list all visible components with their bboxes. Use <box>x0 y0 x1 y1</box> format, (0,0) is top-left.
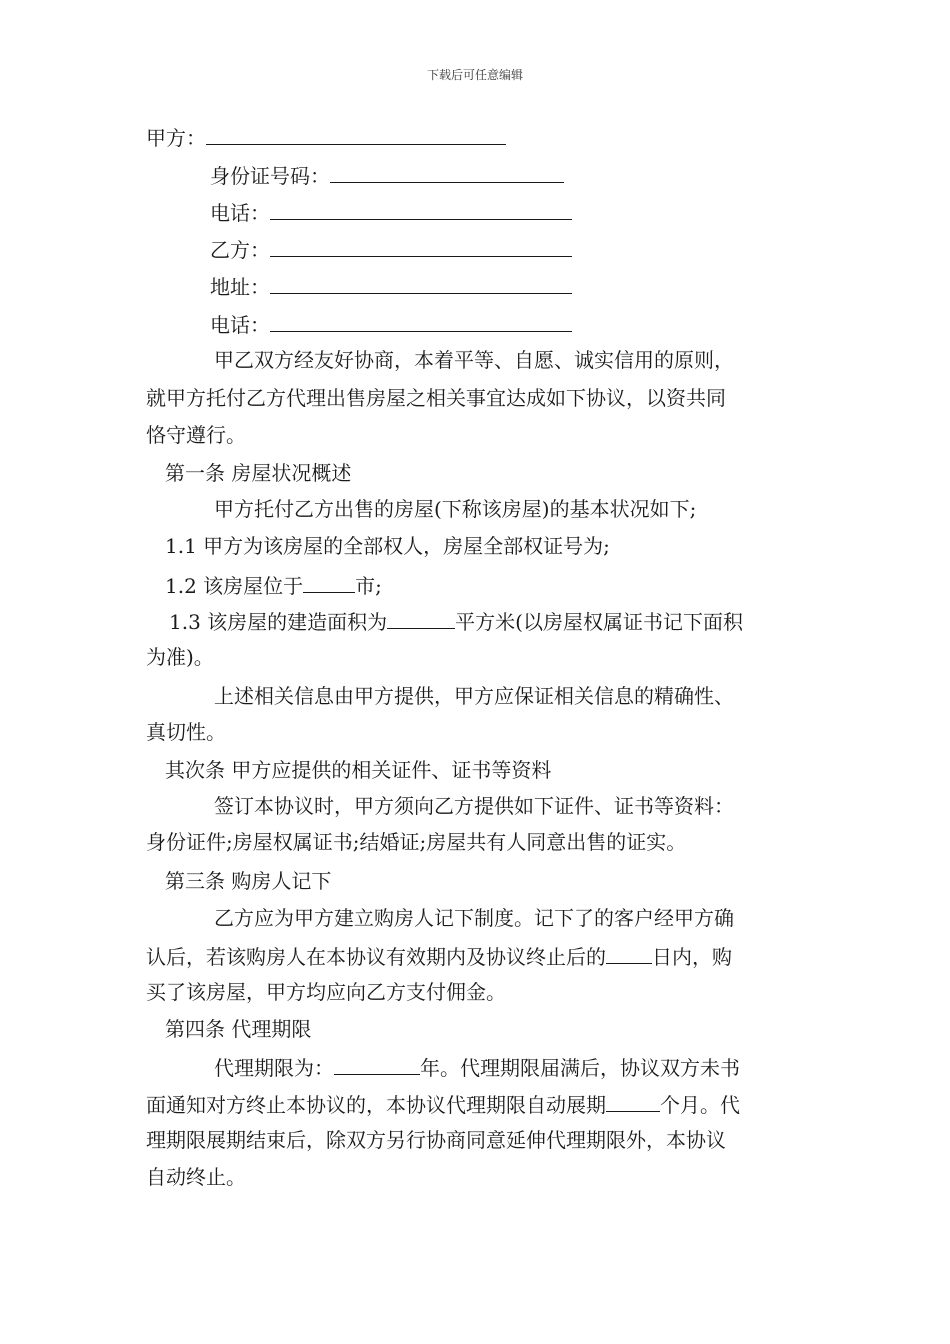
address-label: 地址： <box>210 275 270 299</box>
id-number-blank <box>330 162 564 183</box>
article-4-line-1 <box>214 1054 740 1080</box>
article-2-line-2: 身份证件;房屋权属证书;结婚证;房屋共有人同意出售的证实。 <box>146 830 687 854</box>
item-2-pre: 1.2 该房屋位于 <box>165 574 304 598</box>
phone-row <box>210 199 572 225</box>
item-3-pre: 1.3 该房屋的建造面积为 <box>169 610 388 634</box>
article-4-title: 第四条 代理期限 <box>165 1017 312 1041</box>
article-4-line-4: 自动终止。 <box>146 1165 246 1189</box>
article-1-note-line-2: 真切性。 <box>146 720 226 744</box>
party-a-row <box>146 124 506 150</box>
phone2-label: 电话： <box>210 313 270 337</box>
intro-line-3: 恪守遵行。 <box>146 423 246 447</box>
months-blank <box>606 1091 660 1112</box>
article-1-item-1: 1.1 甲方为该房屋的全部权人，房屋全部权证号为; <box>165 534 610 558</box>
party-b-blank <box>270 236 572 257</box>
phone-label: 电话： <box>210 201 270 225</box>
article-3-line-1: 乙方应为甲方建立购房人记下制度。记下了的客户经甲方确 <box>214 906 734 930</box>
article-4-line-1-post: 年。代理期限届满后，协议双方未书 <box>420 1056 740 1080</box>
article-4-line-3: 理期限展期结束后，除双方另行协商同意延伸代理期限外，本协议 <box>146 1128 726 1152</box>
article-2-title: 其次条 甲方应提供的相关证件、证书等资料 <box>165 758 552 782</box>
article-1-title: 第一条 房屋状况概述 <box>165 461 352 485</box>
party-a-label: 甲方： <box>146 126 206 150</box>
article-1-item-2 <box>165 572 382 598</box>
city-blank <box>303 572 355 593</box>
id-number-row <box>210 162 564 188</box>
article-1-item-3-line-2: 为准)。 <box>146 645 214 669</box>
article-4-line-2 <box>146 1091 740 1117</box>
address-blank <box>270 273 572 294</box>
days-blank <box>606 943 652 964</box>
area-blank <box>387 608 455 629</box>
article-4-line-2-post: 个月。代 <box>660 1093 740 1117</box>
party-b-row <box>210 236 572 262</box>
article-4-line-2-pre: 面通知对方终止本协议的，本协议代理期限自动展期 <box>146 1093 606 1117</box>
id-number-label: 身份证号码： <box>210 164 330 188</box>
address-row <box>210 273 572 299</box>
article-3-line-2-post: 日内，购 <box>652 945 732 969</box>
intro-line-1: 甲乙双方经友好协商，本着平等、自愿、诚实信用的原则， <box>214 348 734 372</box>
phone-blank <box>270 199 572 220</box>
phone2-row <box>210 311 572 337</box>
phone2-blank <box>270 311 572 332</box>
article-3-line-2-pre: 认后，若该购房人在本协议有效期内及协议终止后的 <box>146 945 606 969</box>
article-4-line-1-pre: 代理期限为： <box>214 1056 334 1080</box>
article-3-line-3: 买了该房屋，甲方均应向乙方支付佣金。 <box>146 980 506 1004</box>
article-3-title: 第三条 购房人记下 <box>165 869 332 893</box>
party-a-blank <box>206 124 506 145</box>
article-1-note-line-1: 上述相关信息由甲方提供，甲方应保证相关信息的精确性、 <box>214 684 734 708</box>
article-3-line-2 <box>146 943 732 969</box>
years-blank <box>334 1054 420 1075</box>
item-3-post: 平方米(以房屋权属证书记下面积 <box>455 610 743 634</box>
article-1-intro: 甲方托付乙方出售的房屋(下称该房屋)的基本状况如下; <box>214 497 697 521</box>
article-1-item-3 <box>169 608 743 634</box>
page-header-note: 下载后可任意编辑 <box>426 68 523 82</box>
article-2-line-1: 签订本协议时，甲方须向乙方提供如下证件、证书等资料： <box>214 794 734 818</box>
party-b-label: 乙方： <box>210 238 270 262</box>
intro-line-2: 就甲方托付乙方代理出售房屋之相关事宜达成如下协议，以资共同 <box>146 386 726 410</box>
item-2-post: 市; <box>355 574 382 598</box>
